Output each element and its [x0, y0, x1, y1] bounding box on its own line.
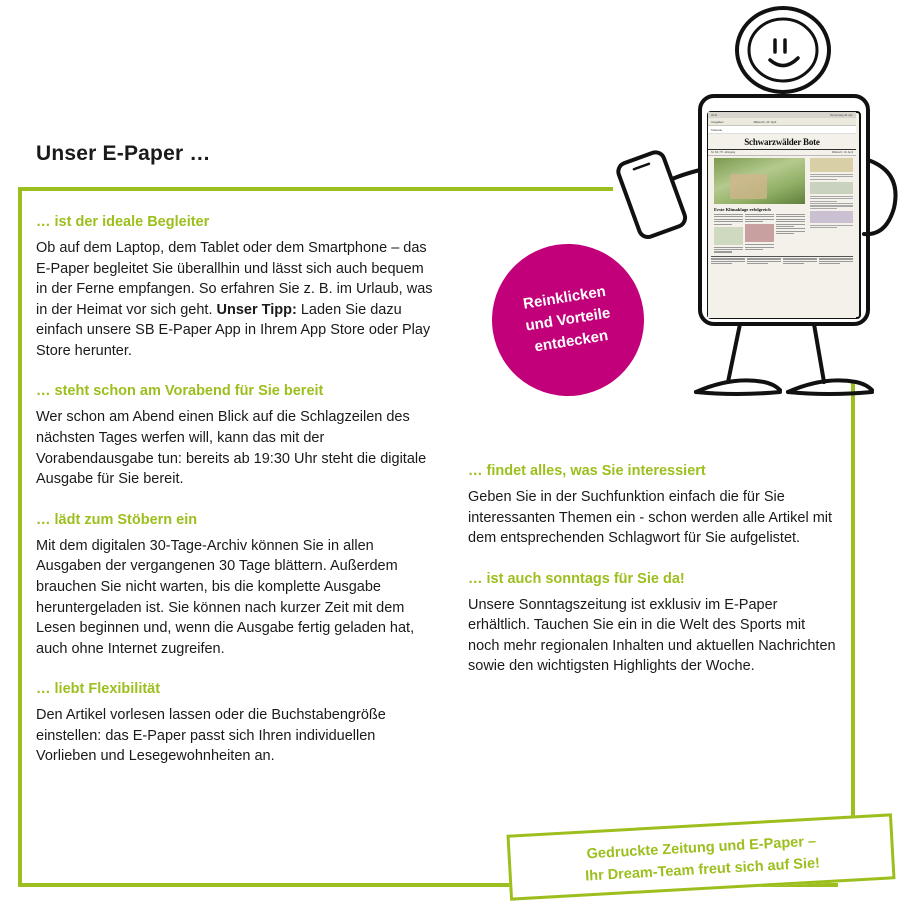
- newspaper-hero-image: [714, 158, 805, 204]
- tab-ausgaben[interactable]: Ausgaben: [711, 119, 724, 124]
- newspaper-headline: Erste Klimaklage erfolgreich: [714, 207, 771, 212]
- page-title: Unser E-Paper …: [36, 142, 211, 165]
- feature-body-bold: Unser Tipp:: [216, 301, 297, 318]
- feature-title: … lädt zum Stöbern ein: [36, 511, 198, 528]
- feature-title: … steht schon am Vorabend für Sie bereit: [36, 383, 324, 400]
- frame-right-line: [851, 380, 855, 840]
- feature-title: … ist auch sonntags für Sie da!: [468, 570, 685, 587]
- feature-body-part-1: Ob auf dem Laptop, dem Tablet oder dem Smartphone – das E-Paper begleitet Sie überallhin und lässt sich auch bequem in der Ferne empfangen. So erfahren Sie z. B. im Urlaub, was in der Heimat vor sich geht.: [36, 240, 433, 318]
- feature-body: [36, 238, 436, 361]
- feature-block-suche: [468, 463, 838, 549]
- feature-block-begleiter: [36, 214, 436, 361]
- frame-top-line: [18, 187, 613, 191]
- banner-line-1: Gedruckte Zeitung und E-Paper –: [586, 833, 817, 863]
- banner-line-2: Ihr Dream-Team freut sich auf Sie!: [584, 855, 821, 885]
- feature-body: Unsere Sonntagszeitung ist exklusiv im E-Paper erhältlich. Tauchen Sie ein in die Welt des Sports mit noch mehr regionalen Inhalten und aktuellen Nachrichten sowie den wichtigsten Highlights der Woche.: [468, 596, 836, 675]
- section-titelseite[interactable]: Titelseite: [711, 127, 723, 132]
- subhead-right: Mittwoch, 10. April: [831, 151, 853, 154]
- tablet-section-bar[interactable]: [708, 126, 856, 134]
- feature-body: Den Artikel vorlesen lassen oder die Buchstabengröße einstellen: das E-Paper passt sich Ihren individuellen Vorlieben und Lesegewohnheiten an.: [36, 707, 386, 765]
- badge-line-3: entdecken: [533, 326, 610, 356]
- badge-line-2: und Vorteile: [524, 304, 612, 335]
- newspaper-inline-image: [745, 224, 774, 242]
- tab-date: Mittwoch, 10. April: [753, 119, 777, 124]
- feature-block-sonntag: [468, 571, 838, 677]
- subhead-left: Nr. 84 | 75. Jahrgang: [711, 151, 736, 154]
- feature-body: Mit dem digitalen 30-Tage-Archiv können Sie in allen Ausgaben der vergangenen 30 Tage blättern. Außerdem brauchen Sie nicht warten, bis die komplette Ausgabe heruntergeladen ist. Sie können nach kurzer Zeit mit dem Lesen beginnen und, wenn die Ausgabe fertig geladen hat, auch ohne Internet zugreifen.: [36, 537, 415, 657]
- feature-body: Wer schon am Abend einen Blick auf die Schlagzeilen des nächsten Tages werfen will, kann das mit der Vorabendausgabe tun: bereits ab 19:30 Uhr steht die digitale Ausgabe für Sie bereit.: [36, 409, 427, 488]
- right-text-column: [468, 463, 838, 677]
- feature-block-stoebern: [36, 512, 436, 659]
- newspaper-columns: [711, 214, 808, 254]
- tablet-tab-bar[interactable]: [708, 118, 856, 126]
- feature-title: … ist der ideale Begleiter: [36, 214, 210, 230]
- status-time: 09:41: [711, 113, 718, 117]
- newspaper-column: [776, 214, 805, 254]
- tablet-screen-content: [708, 112, 856, 318]
- feature-body-part-2: Laden Sie dazu einfach unsere SB E-Paper App in Ihrem App Store oder Play Store herunter.: [36, 301, 431, 359]
- newspaper-sidebar: [810, 156, 853, 254]
- feature-block-flexibilitaet: [36, 681, 436, 767]
- newspaper-column: [714, 214, 743, 254]
- feature-body: Geben Sie in der Suchfunktion einfach die für Sie interessanten Themen ein - schon werden alle Artikel mit dem entsprechenden Schlagwort für Sie aufgelistet.: [468, 489, 833, 547]
- status-date: Donnerstag 18. Apr.: [830, 113, 853, 117]
- newspaper-column: [745, 214, 774, 254]
- badge-line-1: Reinklicken: [522, 283, 608, 314]
- left-text-column: [36, 214, 436, 767]
- frame-left-line: [18, 187, 22, 887]
- newspaper-inline-image: [714, 227, 743, 245]
- feature-title: … findet alles, was Sie interessiert: [468, 463, 706, 479]
- feature-title: … liebt Flexibilität: [36, 681, 161, 698]
- feature-block-vorabend: [36, 383, 436, 489]
- newspaper-masthead: Schwarzwälder Bote: [708, 134, 856, 150]
